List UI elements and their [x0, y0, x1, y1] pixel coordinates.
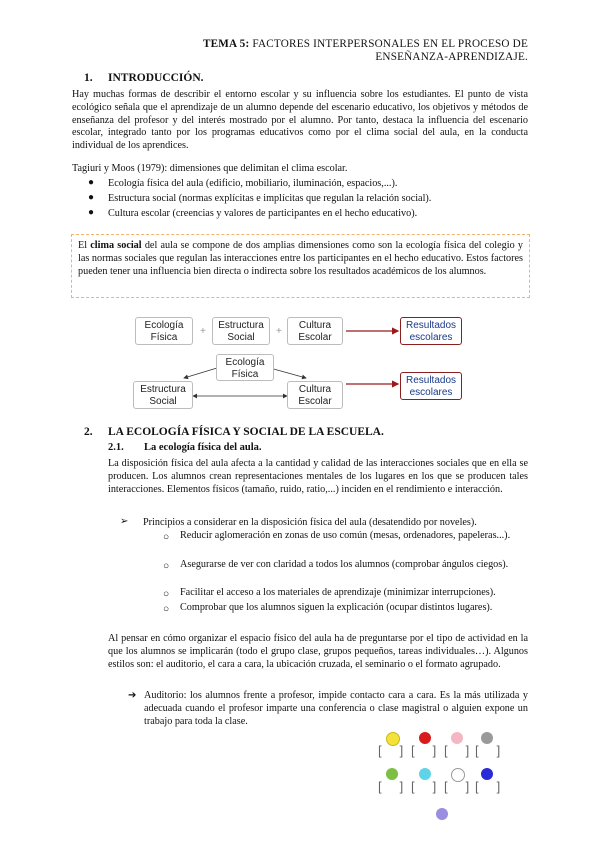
title-rest: FACTORES INTERPERSONALES EN EL PROCESO DE — [249, 38, 528, 50]
diagram-arrows — [0, 0, 600, 420]
principles-marker: ➢ — [120, 516, 129, 527]
desk-icon: [ ] — [411, 743, 437, 758]
arrow-eco-to-cultura — [270, 368, 306, 378]
desk-icon: [ ] — [475, 743, 501, 758]
circle-bullet-icon: ○ — [163, 604, 170, 615]
node-resultados-escolares-2: Resultados escolares — [400, 372, 462, 400]
section1-number: 1. — [84, 72, 93, 84]
clima-social-box: El clima social del aula se compone de dos amplias dimensiones como son la ecología física del colegio y las normas sociales que regulan las interacciones entre los participantes en el hecho educativo. Estos factores pueden tener una influencia bien directa o indirecta sobre los resultados académicos de los alumnos. — [71, 234, 530, 298]
node-cultura-escolar-2: Cultura Escolar — [287, 381, 343, 409]
clima-social-term: clima social — [90, 240, 142, 251]
node-estructura-social-2: Estructura Social — [133, 381, 193, 409]
circle-bullet-icon: ○ — [163, 589, 170, 600]
section2-paragraph: La disposición física del aula afecta a la cantidad y calidad de las interacciones sociales que en ella se producen. Los alumnos crean representaciones mentales de los lugares en los que se producen tales interacciones. Elementos físicos (tamaño, ruido, ratio,...) inciden en el rendimiento e interacción. — [108, 458, 528, 495]
auditorio-seating-illustration — [372, 726, 522, 826]
section2-1-heading: La ecología física del aula. — [144, 442, 262, 453]
section2-number: 2. — [84, 426, 93, 438]
auditorio-text: Auditorio: los alumnos frente a profesor, impide contacto cara a cara. Es la más utilizada y adecuada cuando el profesor imparte una conferencia o clase magistral o alguien expone un trabajo para toda la clase. — [144, 690, 528, 727]
plus-sign: + — [200, 326, 206, 337]
node-estructura-social: Estructura Social — [212, 317, 270, 345]
plus-sign: + — [276, 326, 282, 337]
desk-icon: [ ] — [475, 779, 501, 794]
section2-paragraph2: Al pensar en cómo organizar el espacio físico del aula ha de preguntarse por el tipo de actividad en la que los alumnos se implicarán (todo el grupo clase, grupos pequeños, tareas individuales…). Algunos estilos son: el auditorio, el cara a cara, la ubicación cruzada, el seminario o el formato agrupado. — [108, 633, 528, 670]
bullet-item: ● Ecología física del aula (edificio, mobiliario, iluminación, espacios,...). — [88, 177, 398, 189]
section2-1-number: 2.1. — [108, 442, 124, 453]
teacher-icon — [436, 808, 448, 820]
circle-bullet-icon: ○ — [163, 532, 170, 543]
desk-icon: [ ] — [444, 743, 470, 758]
sub-bullet-item: Asegurarse de ver con claridad a todos los alumnos (comprobar ángulos ciegos). — [180, 559, 509, 570]
section1-paragraph: Hay muchas formas de describir el entorno escolar y su influencia sobre los estudiantes. El punto de vista ecológico señala que el aprendizaje de un alumno depende del escenario educativo, los objetivos y métodos de enseñanza del profesor y del interés mostrado por el alumno. Por tanto, destaca la influencia del escenario escolar, integrado tanto por los programas educativos como por el clima social del aula, en la conducta individual de los aprendices. — [72, 89, 528, 152]
sub-bullet-item: Comprobar que los alumnos siguen la explicación (ocupar distintos lugares). — [180, 602, 493, 613]
section1-heading: INTRODUCCIÓN. — [108, 72, 204, 84]
sub-bullet-item: Reducir aglomeración en zonas de uso común (mesas, ordenadores, papeleras...). — [180, 530, 511, 541]
desk-icon: [ ] — [411, 779, 437, 794]
arrow-right-icon: ➔ — [128, 690, 137, 701]
title-line2: ENSEÑANZA-APRENDIZAJE. — [375, 51, 528, 63]
clima-diagram — [0, 0, 600, 420]
principles-line: Principios a considerar en la disposición física del aula (desatendido por noveles). — [143, 517, 477, 528]
arrow-eco-to-estructura — [184, 368, 217, 378]
node-ecologia-fisica-2: Ecología Física — [216, 354, 274, 381]
desk-icon: [ ] — [378, 743, 404, 758]
sub-bullet-item: Facilitar el acceso a los materiales de aprendizaje (minimizar interrupciones). — [180, 587, 496, 598]
bullet-dot-icon: ● — [88, 207, 95, 218]
section1-intro-line: Tagiuri y Moos (1979): dimensiones que delimitan el clima escolar. — [72, 163, 348, 174]
bullet-dot-icon: ● — [88, 192, 95, 203]
circle-bullet-icon: ○ — [163, 561, 170, 572]
node-ecologia-fisica: Ecología Física — [135, 317, 193, 345]
section2-heading: LA ECOLOGÍA FÍSICA Y SOCIAL DE LA ESCUELA. — [108, 426, 384, 438]
node-cultura-escolar: Cultura Escolar — [287, 317, 343, 345]
bullet-item: ● Cultura escolar (creencias y valores de participantes en el hecho educativo). — [88, 207, 418, 219]
title-bold: TEMA 5: — [202, 38, 250, 50]
bullet-dot-icon: ● — [88, 177, 95, 188]
desk-icon: [ ] — [444, 779, 470, 794]
desk-icon: [ ] — [378, 779, 404, 794]
node-resultados-escolares: Resultados escolares — [400, 317, 462, 345]
bullet-item: ● Estructura social (normas explícitas e implícitas que regulan la relación social). — [88, 192, 432, 204]
